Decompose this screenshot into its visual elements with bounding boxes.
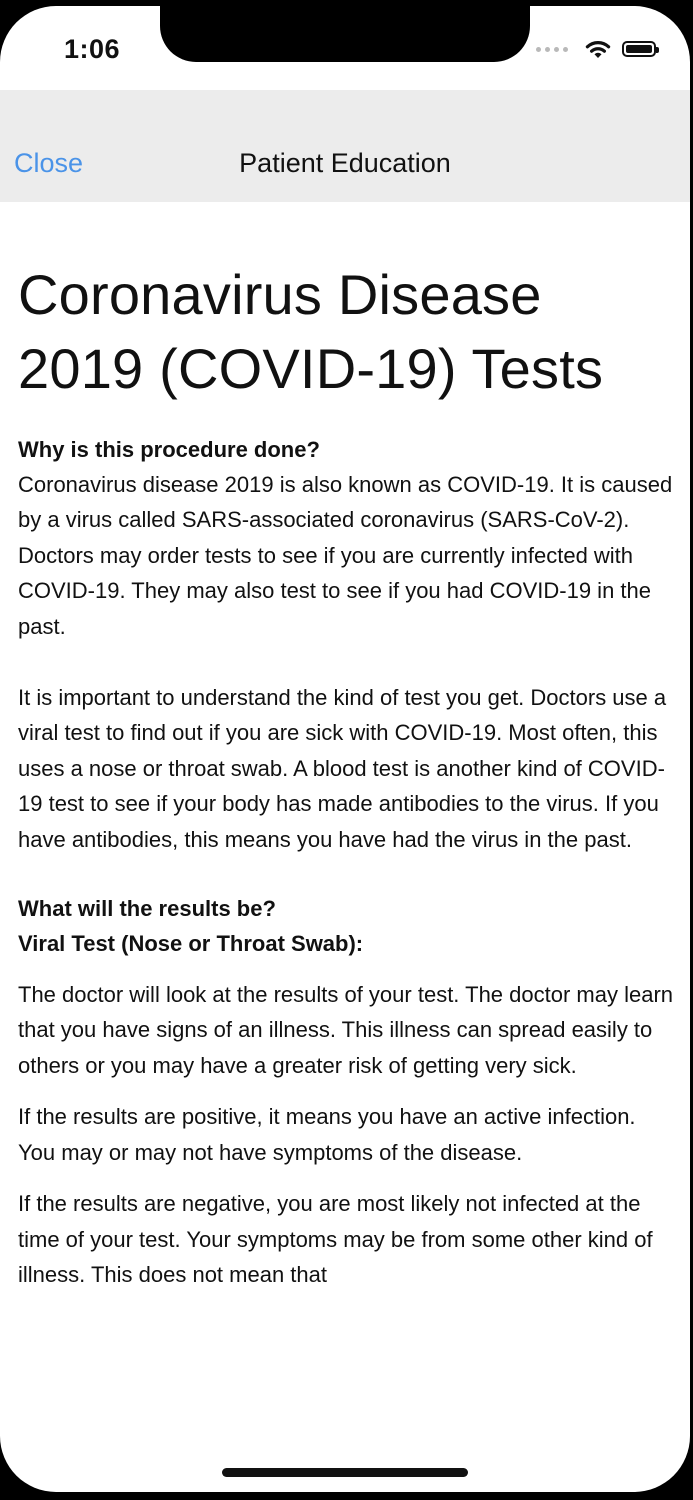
battery-icon	[622, 41, 656, 57]
device-notch	[160, 6, 530, 62]
article-content	[18, 258, 678, 1292]
viral-paragraph-2: If the results are positive, it means you have an active infection. You may or may not have symptoms of the disease.	[18, 1104, 636, 1165]
viral-paragraph-3: If the results are negative, you are most likely not infected at the time of your test. Your symptoms may be from some other kind of illness. This does not mean that	[18, 1191, 653, 1287]
why-paragraph-2: It is important to understand the kind of test you get. Doctors use a viral test to find out if you are sick with COVID-19. Most often, this uses a nose or throat swab. A blood test is another kind of COVID-19 test to see if your body has made antibodies to the virus. If you have antibodies, this means you have had the virus in the past.	[18, 685, 667, 852]
navigation-bar	[0, 90, 690, 202]
wifi-icon	[584, 38, 612, 60]
results-heading: What will the results be?	[18, 896, 276, 922]
viral-test-heading: Viral Test (Nose or Throat Swab):	[18, 931, 364, 957]
status-time: 1:06	[64, 34, 121, 64]
why-paragraph-1: Coronavirus disease 2019 is also known as COVID-19. It is caused by a virus called SARS-associated coronavirus (SARS-CoV-2). Doctors may order tests to see if you are currently infected with COVID-19. They may also test to see if you had COVID-19 in the past.	[18, 472, 673, 639]
status-icons	[536, 38, 656, 60]
why-heading: Why is this procedure done?	[18, 437, 320, 462]
viral-paragraph-1: The doctor will look at the results of your test. The doctor may learn that you have signs of an illness. This illness can spread easily to others or you may have a greater risk of getting very sick.	[18, 982, 674, 1078]
nav-title: Patient Education	[239, 148, 451, 178]
article-title: Coronavirus Disease 2019 (COVID-19) Tests	[18, 263, 604, 400]
home-indicator[interactable]	[222, 1468, 468, 1477]
phone-screen	[0, 6, 690, 1492]
close-button[interactable]: Close	[14, 148, 84, 178]
cellular-dots-icon	[536, 47, 568, 52]
